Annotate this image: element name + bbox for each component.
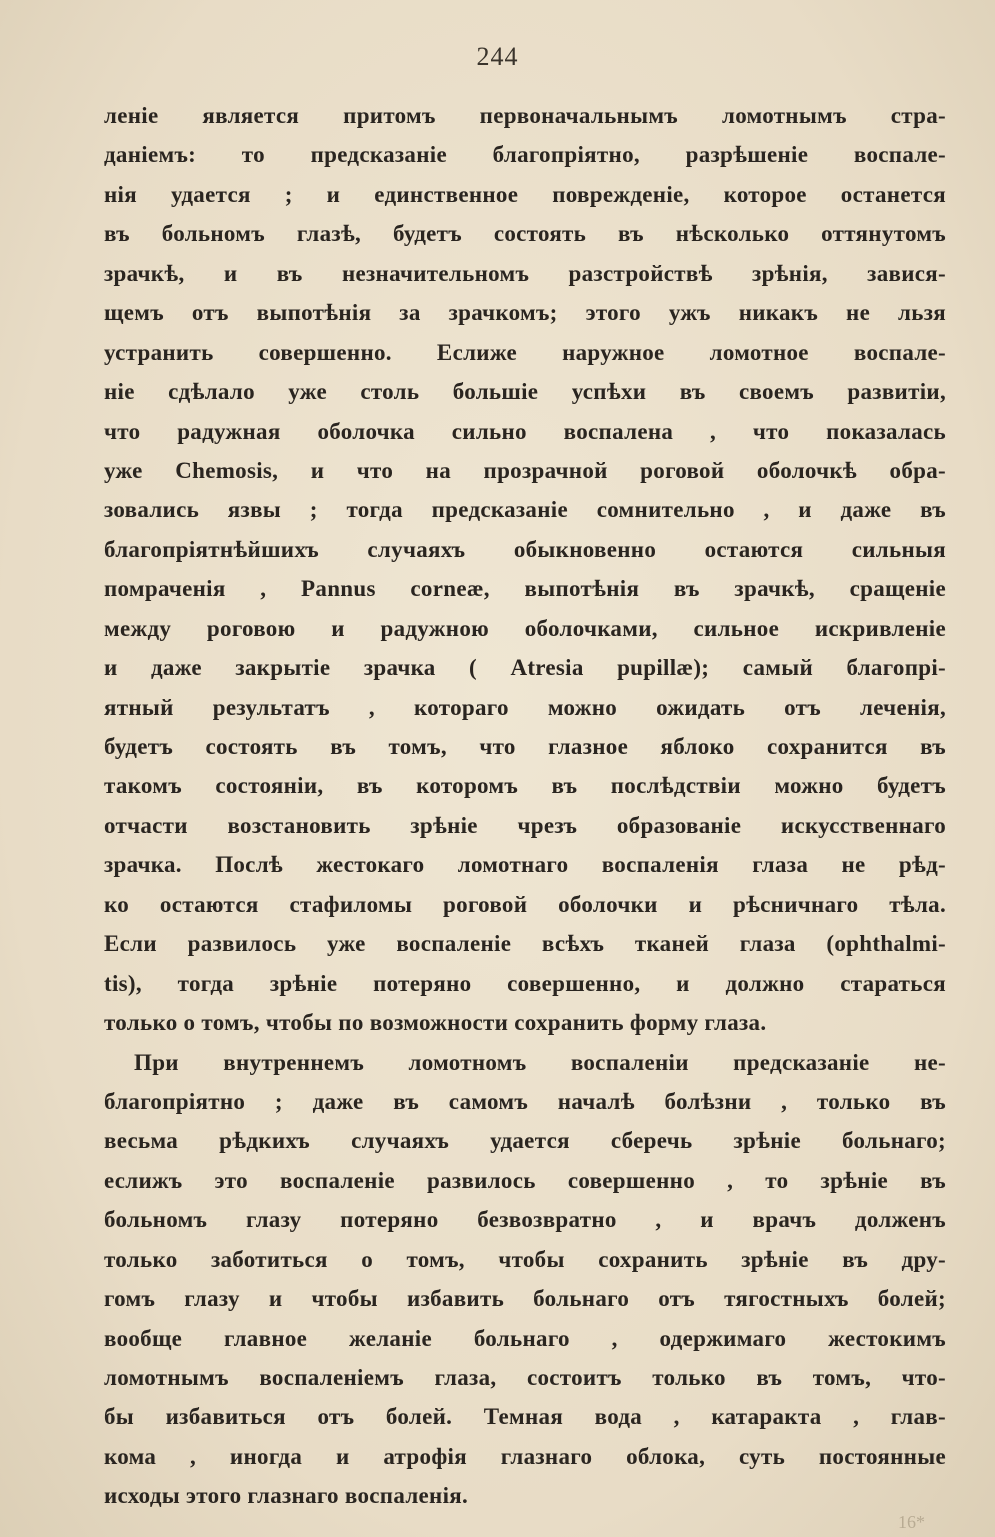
text-line: и даже закрытіе зрачка ( Atresia pupillæ); самый благопрі- — [104, 655, 946, 681]
text-line: ко остаются стафиломы роговой оболочки и рѣсничнаго тѣла. — [104, 891, 946, 917]
text-line: tis), тогда зрѣніе потеряно совершенно, и должно стараться — [104, 970, 946, 996]
text-line: больномъ глазу потеряно безвозвратно , и врачъ долженъ — [104, 1207, 946, 1233]
text-line: между роговою и радужною оболочками, сильное искривленіе — [104, 615, 946, 641]
footer-mark: 16* — [898, 1512, 925, 1532]
text-line: благопріятно ; даже въ самомъ началѣ болѣзни , только въ — [104, 1088, 946, 1114]
text-line: будетъ состоять въ томъ, что глазное яблоко сохранится въ — [104, 734, 946, 759]
page-number: 244 — [476, 42, 519, 71]
text-line: только о томъ, чтобы по возможности сохранить форму глаза. — [104, 1010, 767, 1036]
text-line: кома , иногда и атрофія глазнаго облока, суть постоянные — [104, 1443, 946, 1469]
text-line: что радужная оболочка сильно воспалена , что показалась — [104, 418, 946, 444]
body-text — [104, 96, 946, 1516]
text-line: еслижъ это воспаленіе развилось совершенно , то зрѣніе въ — [104, 1167, 946, 1193]
text-line: весьма рѣдкихъ случаяхъ удается сберечь зрѣніе больнаго; — [104, 1128, 946, 1154]
text-line: ятный результатъ , котораго можно ожидать отъ леченія, — [104, 694, 946, 720]
text-line: Если развилось уже воспаленіе всѣхъ тканей глаза (ophthalmi- — [104, 931, 946, 957]
text-line: бы избавиться отъ болей. Темная вода , катаракта , глав- — [104, 1404, 946, 1430]
text-line: ломотнымъ воспаленіемъ глаза, состоитъ только въ томъ, что- — [104, 1365, 946, 1390]
text-line: только заботиться о томъ, чтобы сохранить зрѣніе въ дру- — [104, 1246, 946, 1272]
text-line: устранить совершенно. Еслиже наружное ломотное воспале- — [104, 339, 946, 365]
text-line: щемъ отъ выпотѣнія за зрачкомъ; этого ужъ никакъ не льзя — [104, 300, 946, 326]
text-line: такомъ состояніи, въ которомъ въ послѣдствіи можно будетъ — [104, 773, 946, 799]
text-line: даніемъ: то предсказаніе благопріятно, разрѣшеніе воспале- — [104, 142, 946, 168]
text-line: отчасти возстановить зрѣніе чрезъ образованіе искусственнаго — [104, 812, 946, 838]
text-line: помраченія , Pannus corneæ, выпотѣнія въ зрачкѣ, сращеніе — [104, 576, 946, 602]
text-line: гомъ глазу и чтобы избавить больнаго отъ тягостныхъ болей; — [104, 1286, 946, 1312]
text-line: зовались язвы ; тогда предсказаніе сомнительно , и даже въ — [104, 497, 946, 523]
text-line: благопріятнѣйшихъ случаяхъ обыкновенно остаются сильныя — [104, 536, 946, 562]
text-line: зрачка. Послѣ жестокаго ломотнаго воспаленія глаза не рѣд- — [104, 852, 946, 878]
text-line: нія удается ; и единственное поврежденіе, которое останется — [104, 181, 946, 207]
text-line: При внутреннемъ ломотномъ воспаленіи предсказаніе не- — [134, 1049, 946, 1075]
text-line: исходы этого глазнаго воспаленія. — [104, 1483, 469, 1509]
text-line: вообще главное желаніе больнаго , одержимаго жестокимъ — [104, 1325, 946, 1351]
text-line: ніе сдѣлало уже столь большіе успѣхи въ своемъ развитіи, — [104, 379, 946, 405]
text-line: леніе является притомъ первоначальнымъ ломотнымъ стра- — [104, 103, 946, 128]
text-line: въ больномъ глазѣ, будетъ состоять въ нѣсколько оттянутомъ — [104, 221, 946, 247]
text-line: уже Chemosis, и что на прозрачной роговой оболочкѣ обра- — [104, 457, 946, 483]
text-line: зрачкѣ, и въ незначительномъ разстройствѣ зрѣнія, завися- — [104, 260, 946, 286]
